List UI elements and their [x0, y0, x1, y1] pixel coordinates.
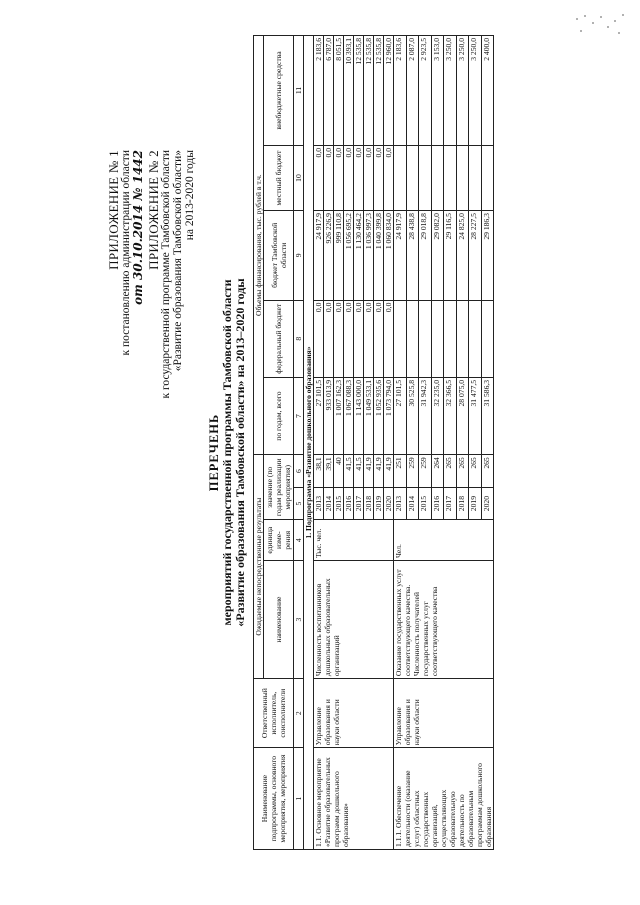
cell-year: 2015 — [419, 487, 432, 520]
cell-federal — [431, 300, 444, 377]
cell-value: 265 — [456, 455, 469, 488]
measures-table-wrap — [253, 35, 494, 850]
measure-indicator: Оказание государственных услуг соответствующего качества. Численность получателей государственных услуг соответствующего качества — [394, 561, 494, 679]
cell-regional: 29 082,0 — [431, 211, 444, 301]
cell-federal — [444, 300, 457, 377]
col-number: 8 — [294, 300, 304, 377]
cell-year: 2018 — [456, 487, 469, 520]
header-expected-results: Ожидаемые непосредственные результаты — [254, 455, 264, 679]
header-value: значение (по годам реализации мероприятия) — [264, 455, 294, 520]
col-number: 10 — [294, 145, 304, 210]
cell-offbudget: 10 393,1 — [344, 36, 354, 146]
cell-value: 264 — [431, 455, 444, 488]
cell-year: 2013 — [314, 487, 324, 520]
cell-total: 32 235,0 — [431, 377, 444, 454]
cell-total: 32 366,5 — [444, 377, 457, 454]
cell-local: 0,0 — [374, 145, 384, 210]
cell-federal — [469, 300, 482, 377]
cell-total: 27 101,5 — [314, 377, 324, 454]
cell-federal: 0,0 — [374, 300, 384, 377]
cell-offbudget: 12 960,0 — [384, 36, 394, 146]
appendix-1-block — [108, 150, 144, 355]
cell-year: 2013 — [394, 487, 407, 520]
header-regional: бюджет Тамбовской области — [264, 211, 294, 301]
col-number: 11 — [294, 36, 304, 146]
cell-local — [431, 145, 444, 210]
cell-year: 2014 — [406, 487, 419, 520]
cell-federal — [481, 300, 494, 377]
cell-value: 251 — [394, 455, 407, 488]
cell-regional: 1 036 997,3 — [364, 211, 374, 301]
cell-total: 1 052 935,6 — [374, 377, 384, 454]
header-indicator: наименование — [264, 561, 294, 679]
cell-local: 0,0 — [314, 145, 324, 210]
cell-value: 41,5 — [344, 455, 354, 488]
cell-local: 0,0 — [344, 145, 354, 210]
cell-federal — [394, 300, 407, 377]
cell-regional: 999 110,8 — [334, 211, 344, 301]
col-number: 3 — [294, 561, 304, 679]
cell-total: 31 477,5 — [469, 377, 482, 454]
header-offbudget: внебюджетные средства — [264, 36, 294, 146]
measure-executor: Управление образования и науки области — [314, 679, 394, 748]
cell-local — [481, 145, 494, 210]
header-name: Наименование подпрограммы, основного мероприятия, мероприятия — [254, 748, 294, 850]
header-total: по годам, всего — [264, 377, 294, 454]
column-number-row — [294, 36, 304, 850]
cell-value: 41,5 — [354, 455, 364, 488]
cell-offbudget: 3 250,0 — [469, 36, 482, 146]
cell-offbudget: 2 087,0 — [406, 36, 419, 146]
appendix-2-line1: к государственной программе Тамбовской области — [160, 150, 172, 399]
cell-value: 40 — [334, 455, 344, 488]
cell-regional: 29 116,5 — [444, 211, 457, 301]
cell-offbudget: 12 535,8 — [354, 36, 364, 146]
col-number: 4 — [294, 520, 304, 561]
table-row — [314, 36, 324, 850]
cell-total: 1 143 000,0 — [354, 377, 364, 454]
measure-name: 1.1.1. Обеспечение деятельности (оказание услуг) областных государственных организаций, осуществляющих образовательную деятельность по образовательным программам дошкольного образования — [394, 748, 494, 850]
cell-total: 27 101,5 — [394, 377, 407, 454]
cell-total: 31 586,3 — [481, 377, 494, 454]
measure-unit: Чел. — [394, 520, 494, 561]
cell-local: 0,0 — [354, 145, 364, 210]
cell-year: 2015 — [334, 487, 344, 520]
appendix-1-line: к постановлению администрации области — [120, 150, 132, 356]
col-number: 9 — [294, 211, 304, 301]
cell-regional: 24 917,9 — [314, 211, 324, 301]
cell-regional: 28 227,5 — [469, 211, 482, 301]
cell-federal: 0,0 — [334, 300, 344, 377]
cell-total: 1 067 088,3 — [344, 377, 354, 454]
col-number: 1 — [294, 748, 304, 850]
cell-local: 0,0 — [334, 145, 344, 210]
cell-year: 2016 — [344, 487, 354, 520]
cell-regional: 24 917,9 — [394, 211, 407, 301]
col-number: 7 — [294, 377, 304, 454]
cell-local — [444, 145, 457, 210]
appendix-2-line3: на 2013-2020 годы — [184, 150, 196, 241]
heading-line2: «Развитие образования Тамбовской области» на 2013–2020 годы — [233, 278, 247, 627]
cell-federal: 0,0 — [344, 300, 354, 377]
header-federal: федеральный бюджет — [264, 300, 294, 377]
cell-federal: 0,0 — [324, 300, 334, 377]
cell-total: 28 075,0 — [456, 377, 469, 454]
cell-value: 265 — [444, 455, 457, 488]
header-executor: Ответственный исполнитель, соисполнители — [254, 679, 294, 748]
cell-regional: 29 186,3 — [481, 211, 494, 301]
cell-federal: 0,0 — [314, 300, 324, 377]
cell-offbudget: 3 250,0 — [444, 36, 457, 146]
heading-line1: мероприятий государственной программы Тамбовской области — [220, 279, 234, 626]
cell-offbudget: 12 535,8 — [374, 36, 384, 146]
cell-local: 0,0 — [324, 145, 334, 210]
cell-value: 259 — [419, 455, 432, 488]
table-row — [394, 36, 407, 850]
cell-local — [394, 145, 407, 210]
subprogram-title: 1. Подпрограмма «Развитие дошкольного образования» — [304, 36, 314, 850]
measure-name: 1.1. Основное мероприятие «Развитие образовательных программ дошкольного образования» — [314, 748, 394, 850]
header-finance: Объемы финансирования, тыс. рублей в т.ч. — [254, 36, 264, 455]
cell-offbudget: 3 250,0 — [456, 36, 469, 146]
cell-offbudget: 3 153,0 — [431, 36, 444, 146]
measure-executor: Управление образования и науки области — [394, 679, 494, 748]
measure-unit: Тыс. чел. — [314, 520, 394, 561]
cell-total: 933 013,9 — [324, 377, 334, 454]
cell-year: 2020 — [384, 487, 394, 520]
cell-year: 2019 — [374, 487, 384, 520]
document-heading — [208, 0, 247, 905]
cell-value: 41,9 — [384, 455, 394, 488]
cell-total: 1 073 794,0 — [384, 377, 394, 454]
cell-offbudget: 8 051,5 — [334, 36, 344, 146]
cell-local — [469, 145, 482, 210]
cell-regional: 1 040 399,8 — [374, 211, 384, 301]
cell-year: 2017 — [444, 487, 457, 520]
cell-value: 265 — [469, 455, 482, 488]
cell-regional: 29 018,8 — [419, 211, 432, 301]
cell-regional: 1 060 834,0 — [384, 211, 394, 301]
measure-indicator: Численность воспитанников дошкольных образовательных организаций — [314, 561, 394, 679]
measures-table — [253, 35, 494, 850]
cell-offbudget: 2 183,6 — [314, 36, 324, 146]
cell-regional: 1 056 695,2 — [344, 211, 354, 301]
col-number: 2 — [294, 679, 304, 748]
appendix-2-line2: «Развитие образования Тамбовской области» — [172, 150, 184, 372]
cell-regional: 28 438,8 — [406, 211, 419, 301]
cell-federal — [456, 300, 469, 377]
appendix-1-handwritten-date: от 30.10.2014 № 1442 — [131, 150, 145, 305]
cell-value: 39,1 — [324, 455, 334, 488]
cell-offbudget: 2 400,0 — [481, 36, 494, 146]
cell-local: 0,0 — [384, 145, 394, 210]
col-number: 5 — [294, 487, 304, 520]
cell-regional: 24 825,0 — [456, 211, 469, 301]
cell-year: 2016 — [431, 487, 444, 520]
cell-offbudget: 2 923,5 — [419, 36, 432, 146]
appendix-2-title: ПРИЛОЖЕНИЕ № 2 — [146, 150, 161, 270]
cell-federal: 0,0 — [364, 300, 374, 377]
cell-value: 41,9 — [374, 455, 384, 488]
cell-total: 30 525,8 — [406, 377, 419, 454]
cell-total: 1 049 533,1 — [364, 377, 374, 454]
cell-value: 265 — [481, 455, 494, 488]
cell-offbudget: 12 535,8 — [364, 36, 374, 146]
header-local: местный бюджет — [264, 145, 294, 210]
col-number: 6 — [294, 455, 304, 488]
cell-year: 2019 — [469, 487, 482, 520]
cell-federal: 0,0 — [384, 300, 394, 377]
cell-local — [406, 145, 419, 210]
cell-federal — [406, 300, 419, 377]
appendix-2-block — [148, 150, 196, 398]
header-unit: единица изме-рения — [264, 520, 294, 561]
cell-total: 1 007 162,3 — [334, 377, 344, 454]
cell-year: 2014 — [324, 487, 334, 520]
cell-offbudget: 6 787,0 — [324, 36, 334, 146]
cell-federal — [419, 300, 432, 377]
cell-total: 31 942,3 — [419, 377, 432, 454]
cell-regional: 1 130 464,2 — [354, 211, 364, 301]
cell-local — [456, 145, 469, 210]
cell-federal: 0,0 — [354, 300, 364, 377]
appendix-1-title: ПРИЛОЖЕНИЕ № 1 — [106, 150, 121, 270]
cell-local: 0,0 — [364, 145, 374, 210]
heading-title: ПЕРЕЧЕНЬ — [207, 413, 221, 492]
cell-year: 2018 — [364, 487, 374, 520]
cell-year: 2020 — [481, 487, 494, 520]
cell-local — [419, 145, 432, 210]
cell-value: 41,9 — [364, 455, 374, 488]
cell-value: 259 — [406, 455, 419, 488]
cell-offbudget: 2 183,6 — [394, 36, 407, 146]
cell-year: 2017 — [354, 487, 364, 520]
cell-regional: 926 226,9 — [324, 211, 334, 301]
cell-value: 38,1 — [314, 455, 324, 488]
